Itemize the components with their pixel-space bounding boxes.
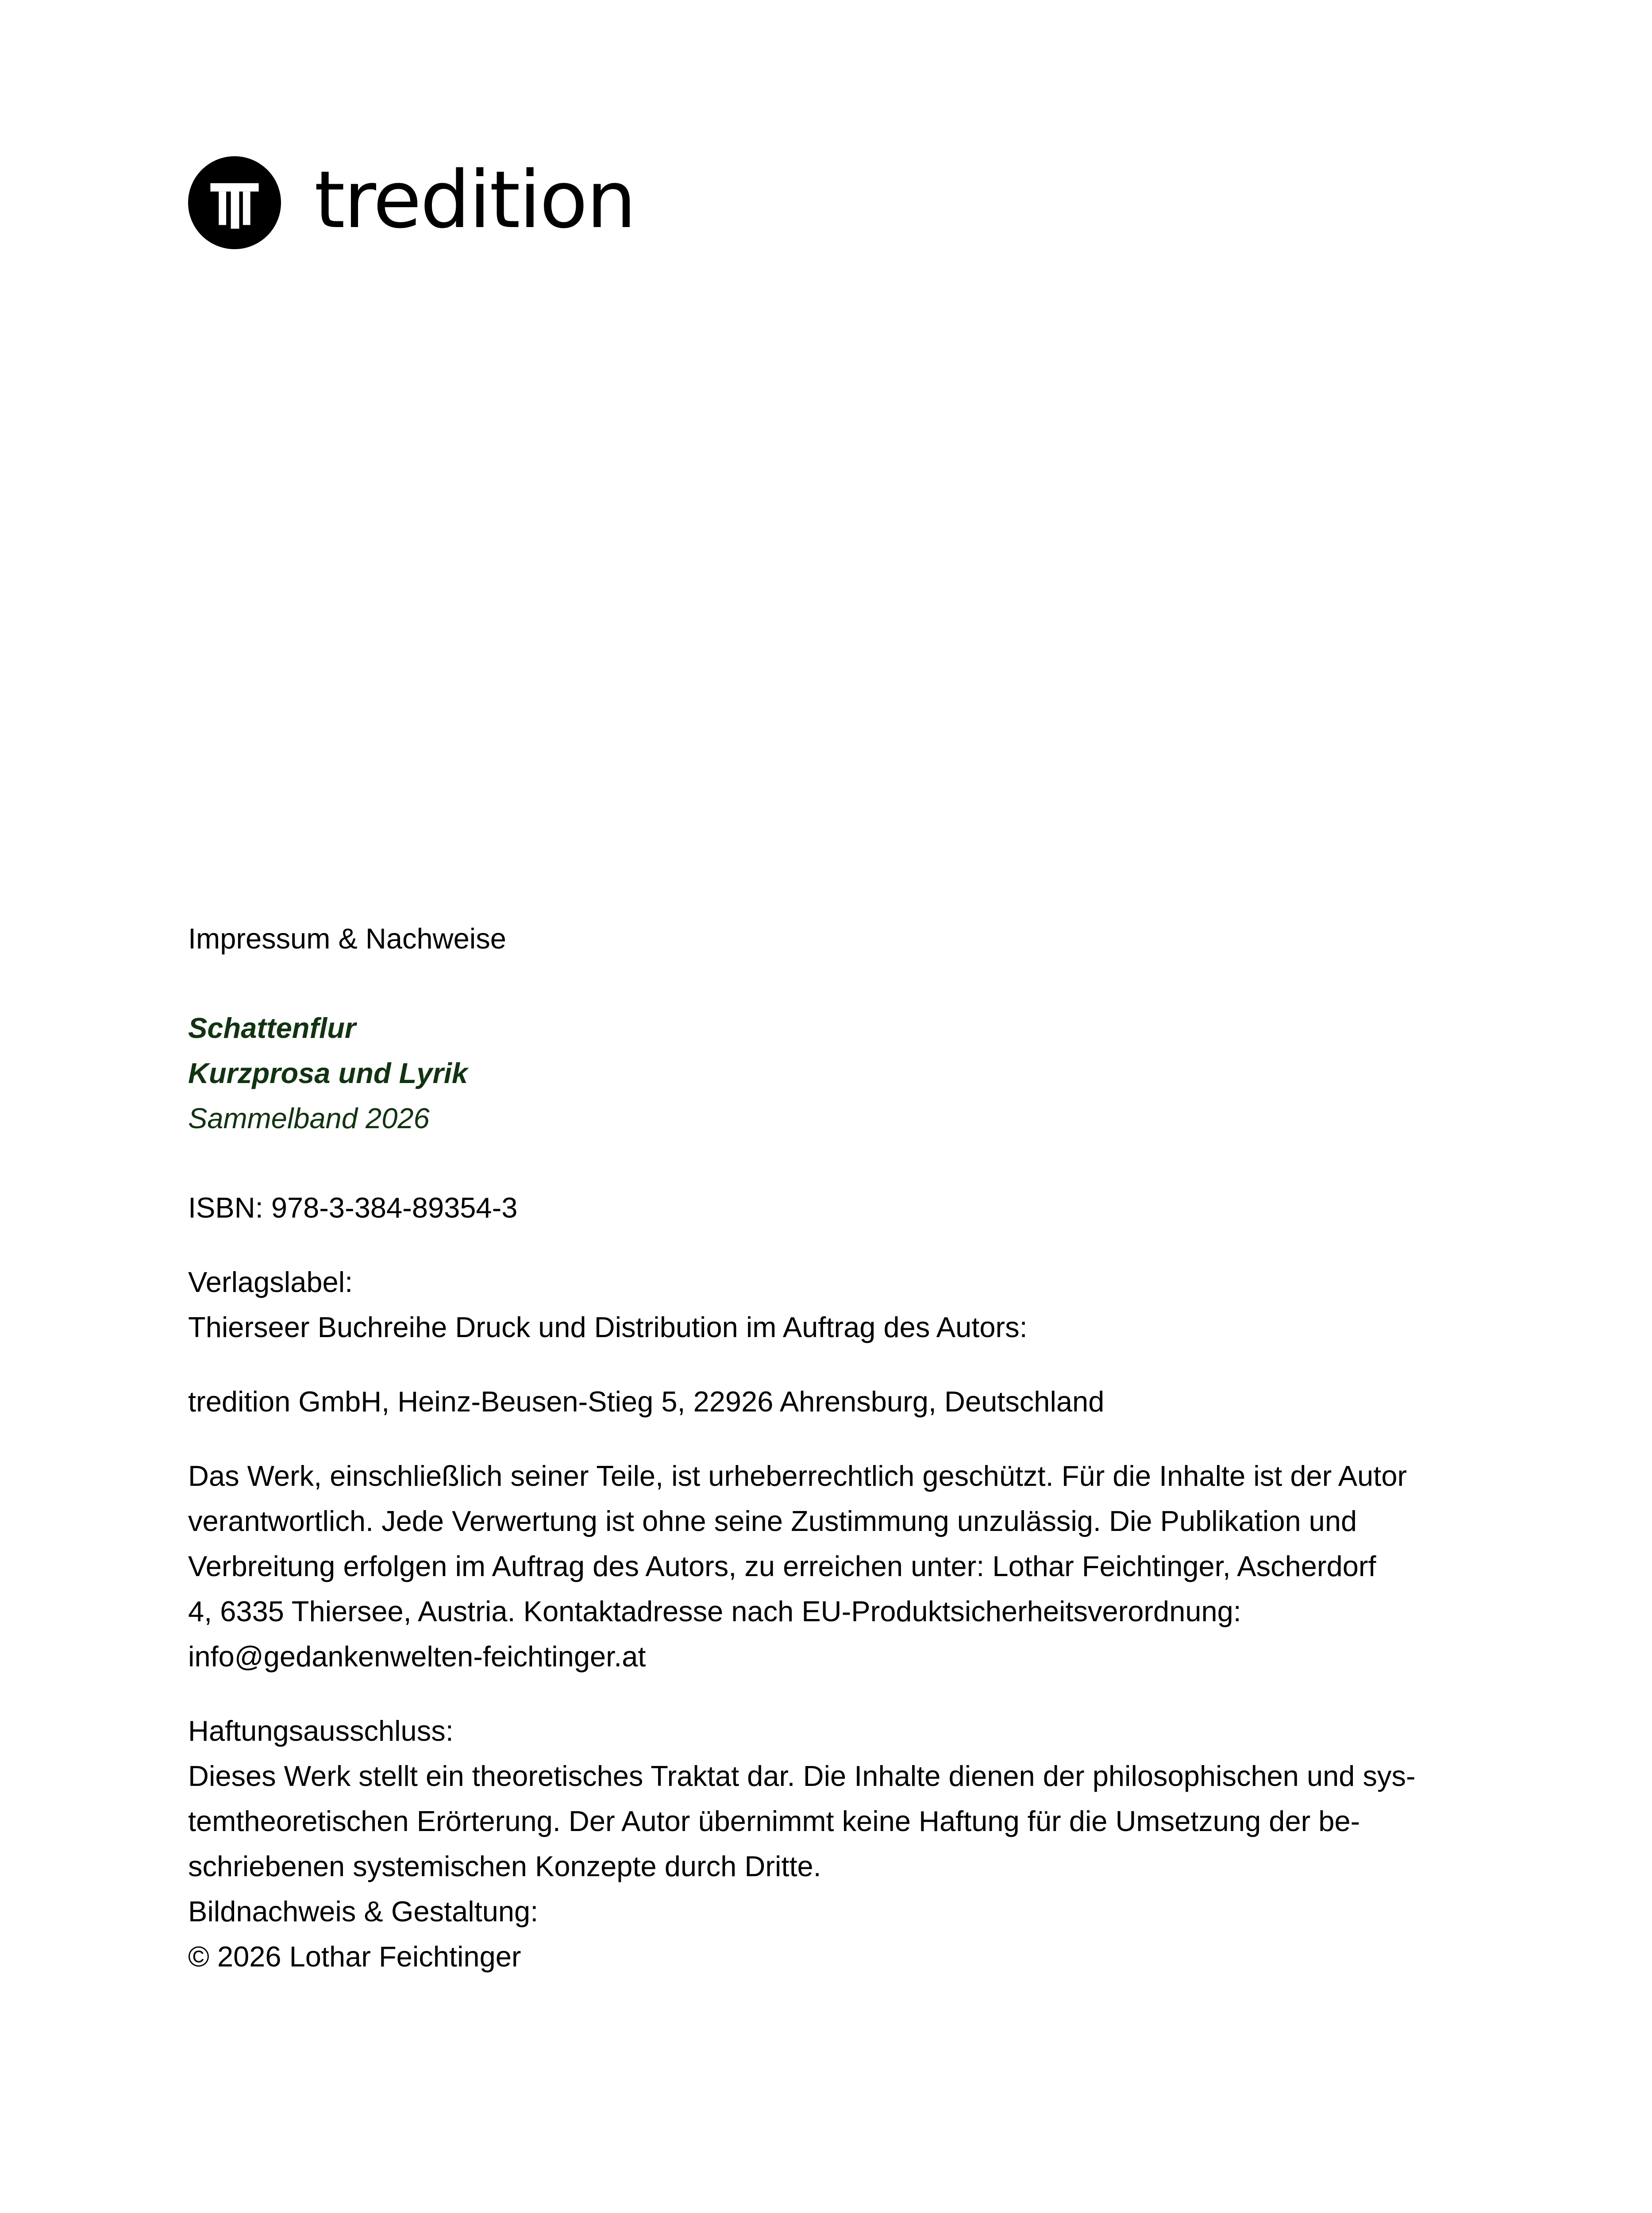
label-text: Thierseer Buchreihe Druck und Distribution im Auftrag des Autors: [188,1311,1028,1343]
disclaimer-line: temtheoretischen Erörterung. Der Autor übernimmt keine Haftung für die Umsetzung der be- [188,1805,1360,1837]
logo-wordmark: tredition [314,154,635,246]
book-subtitle: Kurzprosa und Lyrik [188,1057,468,1089]
contact-email[interactable]: info@gedankenwelten-feichtinger.at [188,1640,646,1673]
disclaimer-line: Dieses Werk stellt ein theoretisches Traktat dar. Die Inhalte dienen der philosophischen und sys- [188,1760,1416,1792]
tredition-logo-mark-icon [188,156,281,249]
book-title: Schattenflur [188,1012,356,1044]
disclaimer-heading: Haftungsausschluss: [188,1715,454,1747]
publisher-logo [188,155,635,250]
label-heading: Verlagslabel: [188,1266,353,1298]
disclaimer-line: schriebenen systemischen Konzepte durch Dritte. [188,1850,821,1882]
copyright: © 2026 Lothar Feichtinger [188,1940,521,1973]
isbn: ISBN: 978-3-384-89354-3 [188,1191,518,1224]
rights-notice [188,1453,1471,1679]
rights-line: 4, 6335 Thiersee, Austria. Kontaktadresse nach EU-Produktsicherheitsverordnung: [188,1595,1241,1627]
rights-line: Verbreitung erfolgen im Auftrag des Autors, zu erreichen unter: Lothar Feichtinger, Ascherdorf [188,1550,1376,1582]
book-edition: Sammelband 2026 [188,1102,430,1134]
rights-line: Das Werk, einschließlich seiner Teile, ist urheberrechtlich geschützt. Für die Inhalte ist der Autor [188,1460,1407,1492]
imprint-section [188,916,1471,1979]
imprint-heading: Impressum & Nachweise [188,922,506,955]
credits-heading: Bildnachweis & Gestaltung: [188,1895,539,1928]
publisher-address: tredition GmbH, Heinz-Beusen-Stieg 5, 22926 Ahrensburg, Deutschland [188,1385,1105,1418]
rights-line: verantwortlich. Jede Verwertung ist ohne seine Zustimmung unzulässig. Die Publikation und [188,1505,1357,1537]
disclaimer [188,1708,1471,1979]
